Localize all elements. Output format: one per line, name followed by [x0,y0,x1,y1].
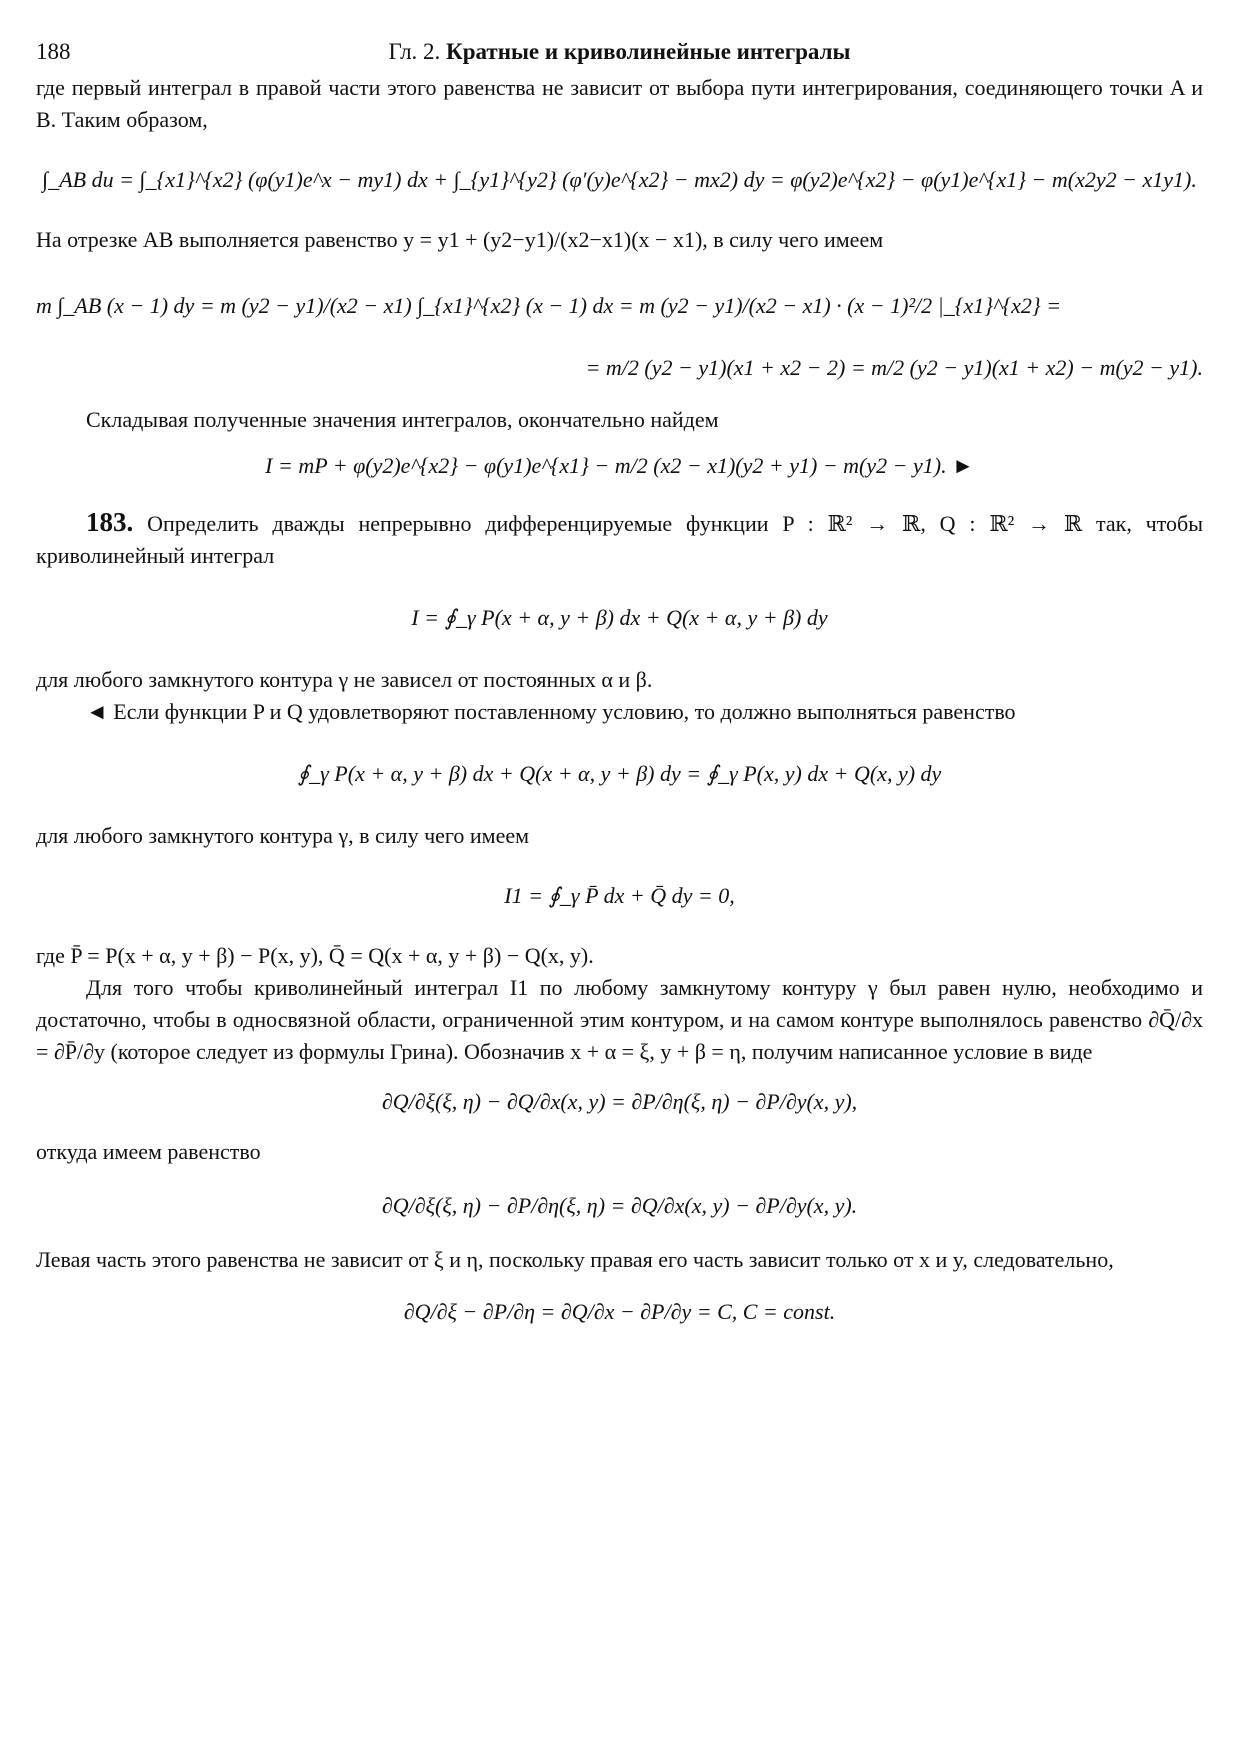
page-header [36,36,1203,68]
paragraph-7: для любого замкнутого контура γ, в силу чего имеем [36,823,530,848]
paragraph-6: ◄ Если функции P и Q удовлетворяют поставленному условию, то должно выполняться равенство [86,699,1016,724]
equation-1: ∫_AB du = ∫_{x1}^{x2} (φ(y1)e^x − my1) dx + ∫_{y1}^{y2} (φ′(y)e^{x2} − mx2) dy = φ(y2)e^{x2} − φ(y1)e^{x1} − m(x2y2 − x1y1). [42,167,1197,192]
paragraph-11: Левая часть этого равенства не зависит от ξ и η, поскольку правая его часть зависит только от x и y, следовательно, [36,1247,1114,1272]
paragraph-8: где P̄ = P(x + α, y + β) − P(x, y), Q̄ = Q(x + α, y + β) − Q(x, y). [36,943,594,968]
equation-4: I = ∮_γ P(x + α, y + β) dx + Q(x + α, y + β) dy [411,605,828,630]
equation-3: I = mP + φ(y2)e^{x2} − φ(y1)e^{x1} − m/2 (x2 − x1)(y2 + y1) − m(y2 − y1). ► [265,453,974,478]
paragraph-2: На отрезке AB выполняется равенство y = y1 + (y2−y1)/(x2−x1)(x − x1), в силу чего имеем [36,227,884,252]
paragraph-3: Складывая полученные значения интегралов, окончательно найдем [86,407,719,432]
equation-2b: = m/2 (y2 − y1)(x1 + x2 − 2) = m/2 (y2 − y1)(x1 + x2) − m(y2 − y1). [585,355,1203,380]
problem-statement: Определить дважды непрерывно дифференцируемые функции P : ℝ² → ℝ, Q : ℝ² → ℝ так, чтобы криволинейный интеграл [36,511,1204,568]
paragraph-1: где первый интеграл в правой части этого равенства не зависит от выбора пути интегрирования, соединяющего точки A и B. Таким образом, [36,75,1203,132]
equation-8: ∂Q/∂ξ(ξ, η) − ∂P/∂η(ξ, η) = ∂Q/∂x(x, y) − ∂P/∂y(x, y). [381,1193,858,1218]
equation-9: ∂Q/∂ξ − ∂P/∂η = ∂Q/∂x − ∂P/∂y = C, C = const. [403,1299,836,1324]
running-title [36,36,1203,68]
problem-number: 183. [86,507,134,537]
page-body [36,72,1203,1328]
paragraph-10: откуда имеем равенство [36,1139,261,1164]
chapter-title: Кратные и криволинейные интегралы [446,39,851,64]
equation-6: I1 = ∮_γ P̄ dx + Q̄ dy = 0, [504,883,735,908]
problem-183 [36,506,1203,572]
equation-7: ∂Q/∂ξ(ξ, η) − ∂Q/∂x(x, y) = ∂P/∂η(ξ, η) − ∂P/∂y(x, y), [381,1089,858,1114]
equation-5: ∮_γ P(x + α, y + β) dx + Q(x + α, y + β) dy = ∮_γ P(x, y) dx + Q(x, y) dy [297,761,942,786]
paragraph-9: Для того чтобы криволинейный интеграл I1 по любому замкнутому контуру γ был равен нулю, необходимо и достаточно, чтобы в односвязной области, ограниченной этим контуром, и на самом контуре выполнялось равенство ∂Q̄/∂x = ∂P̄/∂y (которое следует из формулы Грина). Обозначив x + α = ξ, y + β = η, получим написанное условие в виде [36,975,1203,1064]
page-number: 188 [36,39,71,64]
chapter-label: Гл. 2. [388,39,441,64]
equation-2a: m ∫_AB (x − 1) dy = m (y2 − y1)/(x2 − x1) ∫_{x1}^{x2} (x − 1) dx = m (y2 − y1)/(x2 − x1) · (x − 1)²/2 |_{x1}^{x2} = [36,293,1062,318]
paragraph-5: для любого замкнутого контура γ не зависел от постоянных α и β. [36,667,653,692]
